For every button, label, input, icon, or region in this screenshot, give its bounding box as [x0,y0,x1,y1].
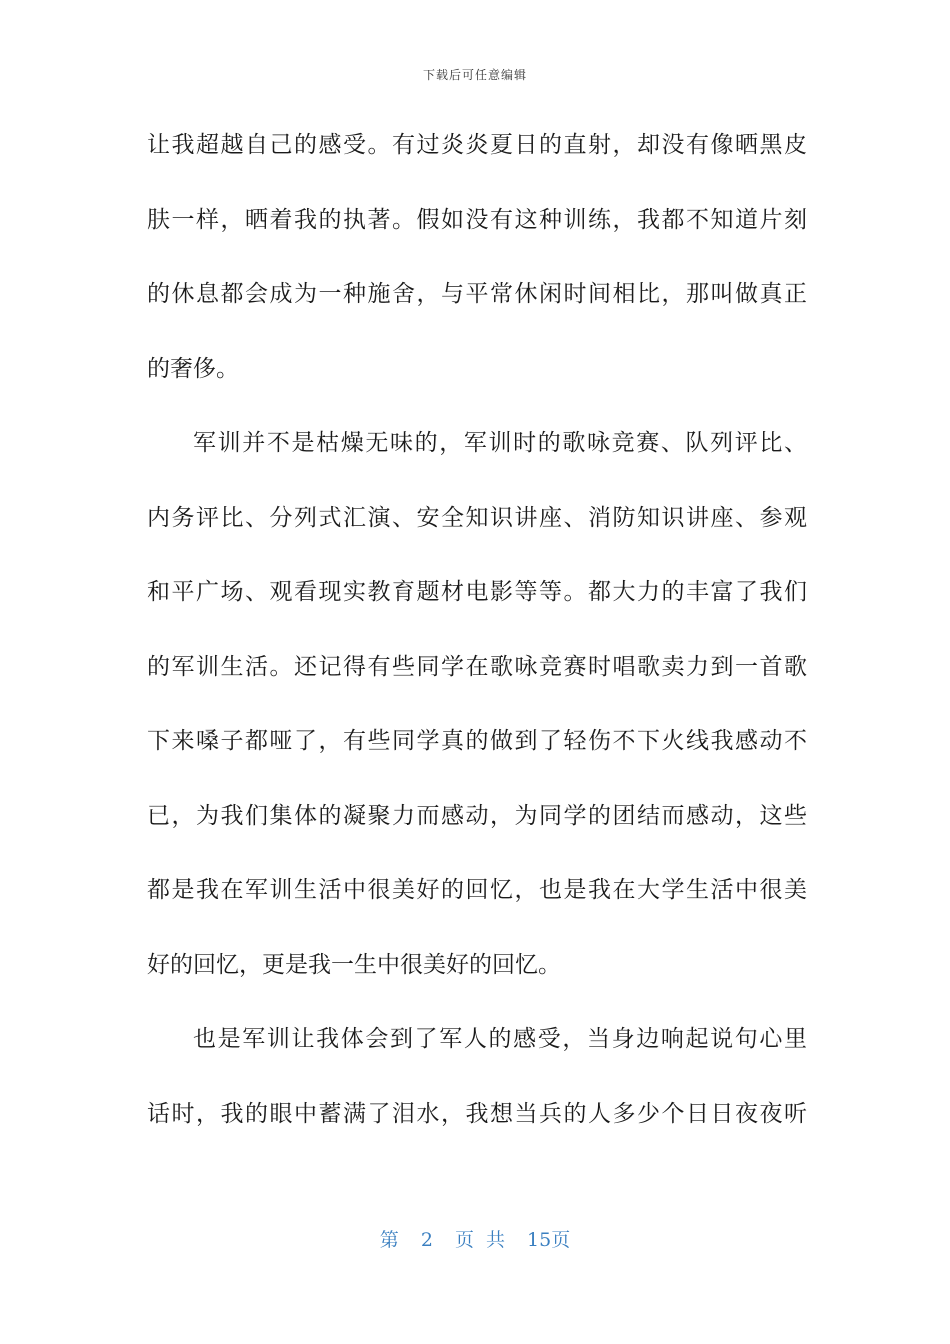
text-line: 也是军训让我体会到了军人的感受，当身边响起说句心里 [193,1026,807,1052]
text-line: 话时，我的眼中蓄满了泪水，我想当兵的人多少个日日夜夜听 [147,1100,807,1127]
text-line: 军训并不是枯燥无味的，军训时的歌咏竞赛、队列评比、 [193,430,807,456]
text-line: 的奢侈。 [147,355,239,382]
text-line: 和平广场、观看现实教育题材电影等等。都大力的丰富了我们 [147,579,807,605]
document-body [147,120,807,1163]
text-line: 的军训生活。还记得有些同学在歌咏竞赛时唱歌卖力到一首歌 [147,653,807,680]
page-current: 2 [420,1229,433,1251]
text-line: 肤一样，晒着我的执著。假如没有这种训练，我都不知道片刻 [147,206,807,233]
page-footer [0,1225,950,1252]
text-line: 都是我在军训生活中很美好的回忆，也是我在大学生活中很美 [147,877,807,903]
header-note: 下载后可任意编辑 [422,68,527,82]
text-line: 已，为我们集体的凝聚力而感动，为同学的团结而感动，这些 [147,802,807,829]
text-line: 好的回忆，更是我一生中很美好的回忆。 [147,951,561,978]
text-line: 内务评比、分列式汇演、安全知识讲座、消防知识讲座、参观 [147,504,807,531]
text-line: 让我超越自己的感受。有过炎炎夏日的直射，却没有像晒黑皮 [147,132,807,158]
page-total: 15页 [527,1229,571,1251]
page-label: 第 [379,1229,399,1251]
text-line: 的休息都会成为一种施舍，与平常休闲时间相比，那叫做真正 [147,281,807,307]
page-of-label: 页 共 [454,1229,505,1251]
text-line: 下来嗓子都哑了，有些同学真的做到了轻伤不下火线我感动不 [147,728,807,754]
